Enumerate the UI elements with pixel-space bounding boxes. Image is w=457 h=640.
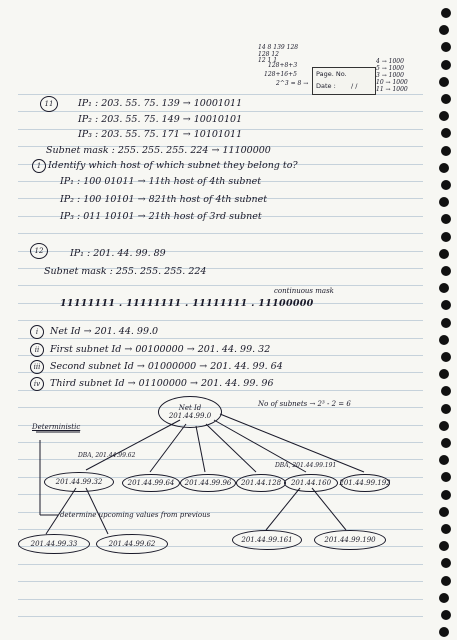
spiral-hole [439, 77, 449, 87]
host-node: 201.44.99.161 [232, 530, 302, 550]
step-number: ii [30, 343, 44, 357]
subnet-node: 201.44.160 [284, 474, 338, 492]
ruled-line [18, 494, 423, 495]
spiral-hole [441, 8, 451, 18]
spiral-hole [441, 386, 451, 396]
subnet-node: 201.44.99.192 [340, 474, 390, 492]
q11-bullet: 1 [32, 159, 46, 173]
host-node: 201.44.99.190 [314, 530, 386, 550]
spiral-hole [439, 421, 449, 431]
date-label: Date : [316, 82, 336, 90]
corner-calc-line: 128+16+5 [264, 71, 297, 78]
ruled-line [18, 111, 423, 112]
ruled-line [18, 442, 423, 443]
spiral-hole [441, 94, 451, 104]
spiral-binding [431, 8, 451, 633]
ruled-line [18, 390, 423, 391]
spiral-hole [441, 266, 451, 276]
ruled-line [18, 459, 423, 460]
step-number: iii [30, 360, 44, 374]
upcoming-values-note: determine upcoming values from previous [60, 511, 211, 519]
q12-mask-binary: 11111111 . 11111111 . 11111111 . 11100000 [60, 298, 314, 309]
spiral-hole [439, 507, 449, 517]
spiral-hole [441, 490, 451, 500]
page-number-box [312, 67, 376, 95]
spiral-hole [441, 404, 451, 414]
tree-root-node [158, 396, 222, 428]
corner-calc-line: 2^3 = 8 → [276, 80, 309, 87]
q12-first-subnet: First subnet Id → 00100000 → 201. 44. 99. 32 [50, 344, 271, 355]
spiral-hole [441, 318, 451, 328]
q12-continuous-mask-note: continuous mask [274, 287, 334, 295]
spiral-hole [441, 472, 451, 482]
spiral-hole [439, 455, 449, 465]
subnet-node: 201.44.99.32 [44, 472, 114, 492]
ruled-line [18, 564, 423, 565]
spiral-hole [441, 576, 451, 586]
ruled-line [18, 616, 423, 617]
root-label: Net Id [178, 404, 202, 412]
ruled-line [18, 599, 423, 600]
subnet-node: 201.44.99.64 [122, 474, 180, 492]
q11-ip2: IP₂ : 203. 55. 75. 149 → 10010101 [78, 114, 243, 125]
spiral-hole [441, 524, 451, 534]
deterministic-label: Deterministic [32, 423, 81, 431]
spiral-hole [441, 610, 451, 620]
spiral-hole [441, 180, 451, 190]
spiral-hole [441, 558, 451, 568]
spiral-hole [439, 369, 449, 379]
q12-second-subnet: Second subnet Id → 01000000 → 201. 44. 99. 64 [50, 361, 283, 372]
spiral-hole [441, 60, 451, 70]
spiral-hole [441, 214, 451, 224]
q11-result-1: IP₁ : 100 01011 → 11th host of 4th subnet [60, 176, 262, 187]
q11-result-2: IP₂ : 100 10101 → 821th host of 4th subnet [60, 194, 268, 205]
step-number: i [30, 325, 44, 339]
dba-right-label: DBA, 201.44.99.191 [275, 462, 337, 469]
ruled-line [18, 233, 423, 234]
q11-result-3: IP₃ : 011 10101 → 21th host of 3rd subnet [60, 211, 262, 222]
root-address: 201.44.99.0 [168, 412, 212, 420]
step-number: iv [30, 377, 44, 391]
number-of-subnets: No of subnets → 2³ - 2 = 6 [258, 400, 351, 408]
spiral-hole [439, 283, 449, 293]
subnet-node: 201.44.128 [236, 474, 286, 492]
q11-ip3: IP₃ : 203. 55. 75. 171 → 10101011 [78, 129, 243, 140]
ruled-line [18, 320, 423, 321]
spiral-hole [439, 335, 449, 345]
q11-ip1: IP₁ : 203. 55. 75. 139 → 10001011 [78, 98, 243, 109]
date-value: / / [351, 82, 358, 90]
ruled-line [18, 581, 423, 582]
spiral-hole [439, 111, 449, 121]
spiral-hole [439, 249, 449, 259]
q12-net-id: Net Id → 201. 44. 99.0 [50, 326, 159, 337]
spiral-hole [441, 128, 451, 138]
spiral-hole [441, 438, 451, 448]
ruled-line [18, 355, 423, 356]
corner-calc-line: 128+8+3 [268, 62, 298, 69]
spiral-hole [441, 352, 451, 362]
q12-ip: IP₁ : 201. 44. 99. 89 [70, 248, 166, 259]
corner-calc-line: 12 1 1 [258, 57, 278, 64]
dba-left-label: DBA, 201.44.99.62 [78, 452, 136, 459]
question-number-12: 12 [30, 243, 48, 259]
spiral-hole [439, 163, 449, 173]
q11-question: Identify which host of which subnet they belong to? [48, 160, 298, 171]
spiral-hole [439, 541, 449, 551]
ruled-line [18, 338, 423, 339]
subnet-node: 201.44.99.96 [180, 474, 236, 492]
spiral-hole [441, 146, 451, 156]
ruled-line [18, 372, 423, 373]
spiral-hole [441, 300, 451, 310]
q12-subnet-mask: Subnet mask : 255. 255. 255. 224 [44, 266, 207, 277]
host-node: 201.44.99.33 [18, 534, 90, 554]
host-node: 201.44.99.62 [96, 534, 168, 554]
q12-third-subnet: Third subnet Id → 01100000 → 201. 44. 99. 96 [50, 378, 274, 389]
ruled-line [18, 285, 423, 286]
question-number-11: 11 [40, 96, 58, 112]
page-no-label: Page. No. [316, 70, 347, 78]
spiral-hole [439, 25, 449, 35]
spiral-hole [439, 627, 449, 637]
spiral-hole [439, 197, 449, 207]
corner-calc-line: 128 12 [258, 51, 279, 58]
spiral-hole [441, 232, 451, 242]
corner-right-column: 4 → 1000 5 → 1000 3 → 1000 10 → 1000 11 → 1000 [376, 58, 408, 93]
corner-calc-line: 14 8 139 128 [258, 44, 299, 51]
spiral-hole [439, 593, 449, 603]
q11-subnet-mask: Subnet mask : 255. 255. 255. 224 → 11100000 [46, 145, 271, 156]
spiral-hole [441, 42, 451, 52]
